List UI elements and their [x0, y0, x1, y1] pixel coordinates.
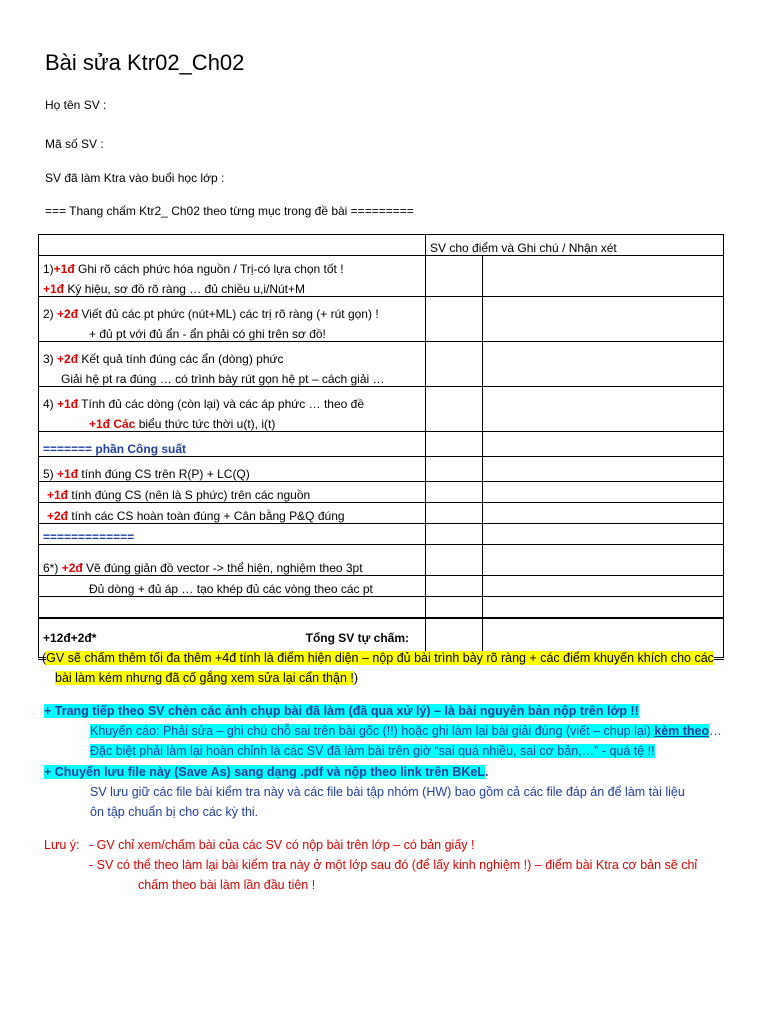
note-caution-line2: - SV có thể theo làm lại bài kiểm tra này ở một lớp sau đó (để lấy kinh nghiệm !) – điểm bài Ktra cơ bản sẽ chỉ: [89, 858, 698, 872]
table-row: [39, 597, 724, 619]
table-row: +1đ Các biểu thức tức thời u(t), i(t): [39, 411, 724, 432]
note-caution-line1: - GV chỉ xem/chấm bài của các SV có nộp bài trên lớp – có bản giấy !: [89, 838, 475, 852]
note-save-pdf: + Chuyển lưu file này (Save As) sang dạng .pdf và nộp theo link trên BKeL.: [44, 765, 489, 779]
table-row: +1đ Ký hiệu, sơ đồ rõ ràng … đủ chiều u,i/Nút+M: [39, 276, 724, 297]
note-bonus-line1: (GV sẽ chấm thêm tối đa thêm +4đ tính là điểm hiện diện – nộp đủ bài trình bày rõ ràng + các điểm khuyến khích cho các: [42, 651, 714, 665]
table-row: ======= phần Công suất: [39, 432, 724, 457]
note-recommendation: Khuyến cáo: Phải sửa – ghi chú chỗ sai trên bài gốc (!!) hoặc ghi làm lại bài giải đúng (viết – chụp lại) kèm theo…: [90, 724, 722, 738]
class-session-field: SV đã làm Ktra vào buổi học lớp :: [45, 171, 225, 185]
student-name-field: Họ tên SV :: [45, 98, 107, 112]
note-keep-files-line2: ôn tập chuẩn bị cho các kỳ thi.: [90, 805, 259, 819]
table-row: +2đ tính các CS hoàn toàn đúng + Cân bằng P&Q đúng: [39, 503, 724, 524]
grading-table: [38, 234, 724, 660]
header-score-notes: SV cho điểm và Ghi chú / Nhận xét: [426, 235, 724, 256]
table-row: Đủ dòng + đủ áp … tạo khép đủ các vòng theo các pt: [39, 576, 724, 597]
student-id-field: Mã số SV :: [45, 137, 104, 151]
table-row: 2) +2đ Viết đủ các pt phức (nút+ML) các trị rõ ràng (+ rút gọn) !: [39, 297, 724, 322]
note-caution-line3: chấm theo bài làm lần đầu tiên !: [138, 878, 316, 892]
table-row: =============: [39, 524, 724, 545]
table-row: +1đ tính đúng CS (nên là S phức) trên các nguồn: [39, 482, 724, 503]
table-row: 4) +1đ Tính đủ các dòng (còn lại) và các áp phức … theo đề: [39, 387, 724, 412]
total-self-score-label: Tổng SV tự chấm:: [305, 631, 409, 645]
table-row: + đủ pt với đủ ẩn - ẩn phải có ghi trên sơ đồ!: [39, 321, 724, 342]
note-caution-label: Lưu ý:: [44, 838, 80, 852]
note-keep-files-line1: SV lưu giữ các file bài kiểm tra này và các file bài tập nhóm (HW) bao gồm cả các file đáp án để làm tài liệu: [90, 785, 685, 799]
note-attach-photos: + Trang tiếp theo SV chèn các ảnh chụp bài đã làm (đã qua xử lý) – là bài nguyên bản nộp trên lớp !!: [44, 704, 639, 718]
table-row: 1)+1đ Ghi rõ cách phức hóa nguồn / Trị-có lựa chọn tốt !: [39, 256, 724, 277]
table-row: 5) +1đ tính đúng CS trên R(P) + LC(Q): [39, 457, 724, 482]
table-row: Giải hệ pt ra đúng … có trình bày rút gọn hệ pt – cách giải …: [39, 366, 724, 387]
note-redo-warning: Đặc biệt phải làm lại hoàn chỉnh là các SV đã làm bài trên giờ “sai quá nhiều, sai cơ bản,…” - quá tệ !!: [90, 744, 655, 758]
table-row: 6*) +2đ Vẽ đúng giản đồ vector -> thể hiện, nghiệm theo 3pt: [39, 545, 724, 576]
document-title: Bài sửa Ktr02_Ch02: [45, 50, 245, 75]
total-points: +12đ+2đ*: [43, 631, 97, 645]
note-bonus-line2: bài làm kém nhưng đã cố gắng xem sửa lại cẩn thận !): [55, 671, 359, 685]
table-row: 3) +2đ Kết quả tính đúng các ẩn (dòng) phức: [39, 342, 724, 367]
scale-heading: === Thang chấm Ktr2_ Ch02 theo từng mục trong đề bài =========: [45, 204, 414, 218]
table-header-row: [39, 235, 724, 256]
